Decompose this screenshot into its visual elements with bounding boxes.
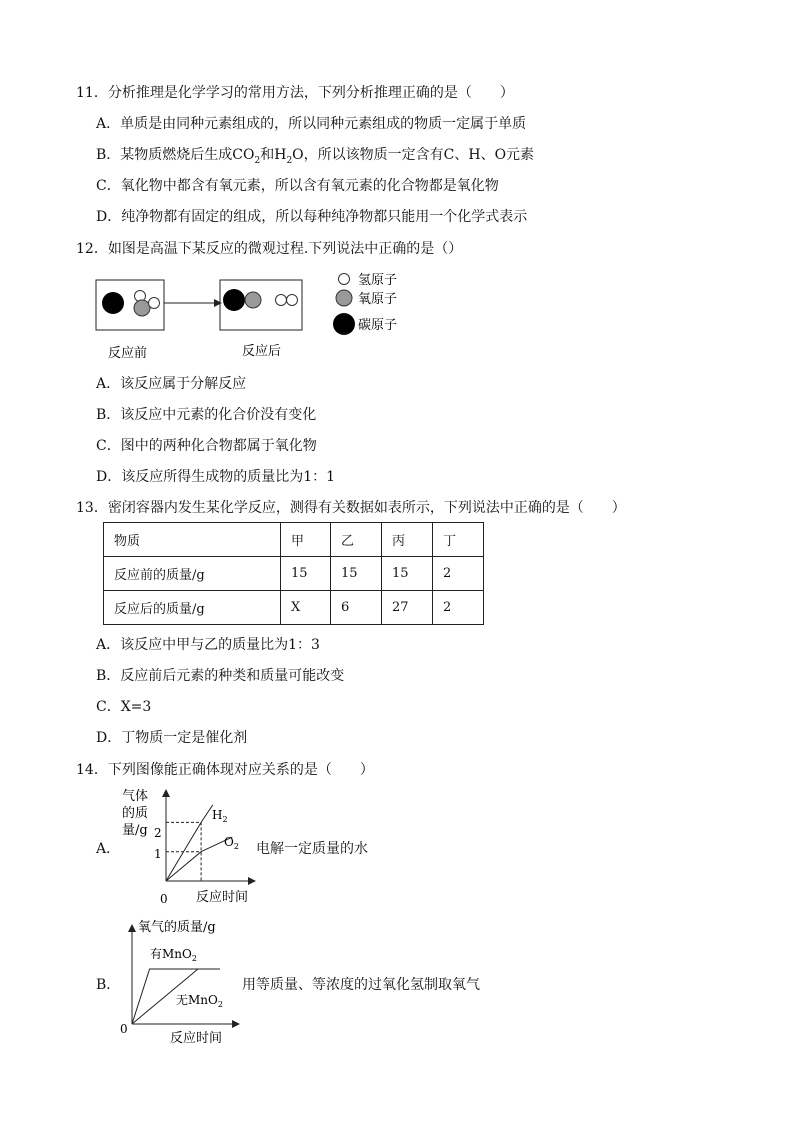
- chart-a-legend-o2: $O_2$: [224, 835, 239, 851]
- q13-stem: 13．密闭容器内发生某化学反应，测得有关数据如表所示，下列说法中正确的是（ ）: [76, 500, 626, 516]
- table-header-row: [104, 523, 484, 557]
- chart-b-y-arrow-icon: [128, 924, 136, 932]
- chart-a-ylabel-line2: 的质: [122, 806, 149, 821]
- arrow-head-icon: [214, 299, 222, 307]
- chart-a-series-o2: [166, 837, 232, 881]
- chart-a-series-h2: [166, 805, 213, 881]
- q11-option-d: D．纯净物都有固定的组成，所以每种纯净物都只能用一个化学式表示: [96, 209, 528, 225]
- q14-option-b-label: B．: [96, 977, 121, 993]
- hydrogen-atom: [287, 295, 298, 306]
- chart-a-ytick-1: 1: [154, 847, 162, 861]
- table-header-cell: 物质: [104, 523, 281, 557]
- q12-stem: 12．如图是高温下某反应的微观过程.下列说法中正确的是（）: [76, 241, 463, 257]
- hydrogen-atom: [149, 298, 160, 309]
- mass-table: [103, 522, 484, 625]
- hydrogen-atom: [276, 295, 287, 306]
- q11-option-b-part2: 和H: [260, 147, 287, 163]
- after-label: 反应后: [242, 344, 282, 359]
- table-cell: 6: [331, 591, 382, 625]
- q11-option-b-sub2: 2: [286, 155, 293, 166]
- chart-a-x-arrow-icon: [248, 877, 256, 885]
- table-row: [104, 591, 484, 625]
- carbon-atom: [223, 289, 245, 311]
- legend-oxygen-icon: [336, 290, 352, 306]
- chart-a: [112, 785, 262, 910]
- chart-a-ylabel-line1: 气体: [122, 789, 149, 804]
- chart-b-x-arrow-icon: [232, 1020, 240, 1028]
- q14-stem: 14．下列图像能正确体现对应关系的是（ ）: [76, 762, 374, 778]
- table-header-cell: 丙: [382, 523, 433, 557]
- q14-option-a-label: A．: [96, 841, 121, 857]
- chart-b-xlabel: 反应时间: [170, 1031, 223, 1046]
- oxygen-atom: [134, 300, 150, 316]
- reaction-diagram: [94, 266, 406, 362]
- q13-option-d: D．丁物质一定是催化剂: [96, 730, 248, 746]
- q11-option-b-part1: B．某物质燃烧后生成CO: [96, 147, 255, 163]
- q11-option-b: [96, 144, 534, 166]
- q12-option-d: D．该反应所得生成物的质量比为1：1: [96, 469, 336, 485]
- q13-option-c: C．X=3: [96, 699, 152, 715]
- chart-a-y-arrow-icon: [162, 789, 170, 797]
- chart-a-ylabel-line3: 量/g: [122, 823, 148, 838]
- q11-stem: 11．分析推理是化学学习的常用方法，下列分析推理正确的是（ ）: [76, 85, 514, 101]
- table-cell: 15: [382, 557, 433, 591]
- q11-option-a: A．单质是由同种元素组成的，所以同种元素组成的物质一定属于单质: [96, 116, 527, 132]
- chart-b-ylabel: 氧气的质量/g: [138, 920, 216, 935]
- q14-option-b-desc: 用等质量、等浓度的过氧化氢制取氧气: [242, 977, 480, 993]
- chart-b-origin: 0: [120, 1022, 128, 1036]
- table-header-cell: 乙: [331, 523, 382, 557]
- q12-option-c: C．图中的两种化合物都属于氧化物: [96, 438, 317, 454]
- legend-oxygen-label: 氧原子: [358, 292, 398, 307]
- q13-option-b: B．反应前后元素的种类和质量可能改变: [96, 668, 345, 684]
- chart-a-legend-h2: $H_2$: [212, 808, 228, 824]
- q14-option-a-desc: 电解一定质量的水: [256, 841, 368, 857]
- legend-hydrogen-label: 氢原子: [358, 273, 398, 288]
- q11-option-b-part3: O，所以该物质一定含有C、H、O元素: [292, 147, 535, 163]
- q11-option-c: C．氧化物中都含有氧元素，所以含有氧元素的化合物都是氧化物: [96, 178, 499, 194]
- table-header-cell: 甲: [281, 523, 331, 557]
- legend-carbon-icon: [333, 313, 355, 335]
- table-cell: 15: [331, 557, 382, 591]
- q11-option-b-sub1: 2: [254, 155, 261, 166]
- table-cell: 反应前的质量/g: [104, 557, 281, 591]
- table-cell: 2: [433, 557, 484, 591]
- table-row: [104, 557, 484, 591]
- before-label: 反应前: [108, 346, 148, 361]
- table-cell: X: [281, 591, 331, 625]
- chart-b-legend-without-mno2: 无MnO$_2$: [176, 993, 223, 1009]
- chart-a-xlabel: 反应时间: [196, 890, 249, 905]
- q12-option-b: B．该反应中元素的化合价没有变化: [96, 407, 317, 423]
- chart-a-ytick-2: 2: [154, 826, 162, 840]
- legend-carbon-label: 碳原子: [358, 318, 398, 333]
- table-cell: 15: [281, 557, 331, 591]
- chart-b: [112, 916, 242, 1048]
- q13-option-a: A．该反应中甲与乙的质量比为1：3: [96, 637, 320, 653]
- table-cell: 27: [382, 591, 433, 625]
- chart-b-legend-with-mno2: 有MnO$_2$: [150, 947, 197, 963]
- oxygen-atom: [245, 292, 261, 308]
- table-cell: 2: [433, 591, 484, 625]
- legend-hydrogen-icon: [339, 274, 350, 285]
- table-cell: 反应后的质量/g: [104, 591, 281, 625]
- q12-option-a: A．该反应属于分解反应: [96, 376, 247, 392]
- table-header-cell: 丁: [433, 523, 484, 557]
- carbon-atom: [102, 292, 124, 314]
- chart-a-origin: 0: [160, 892, 168, 906]
